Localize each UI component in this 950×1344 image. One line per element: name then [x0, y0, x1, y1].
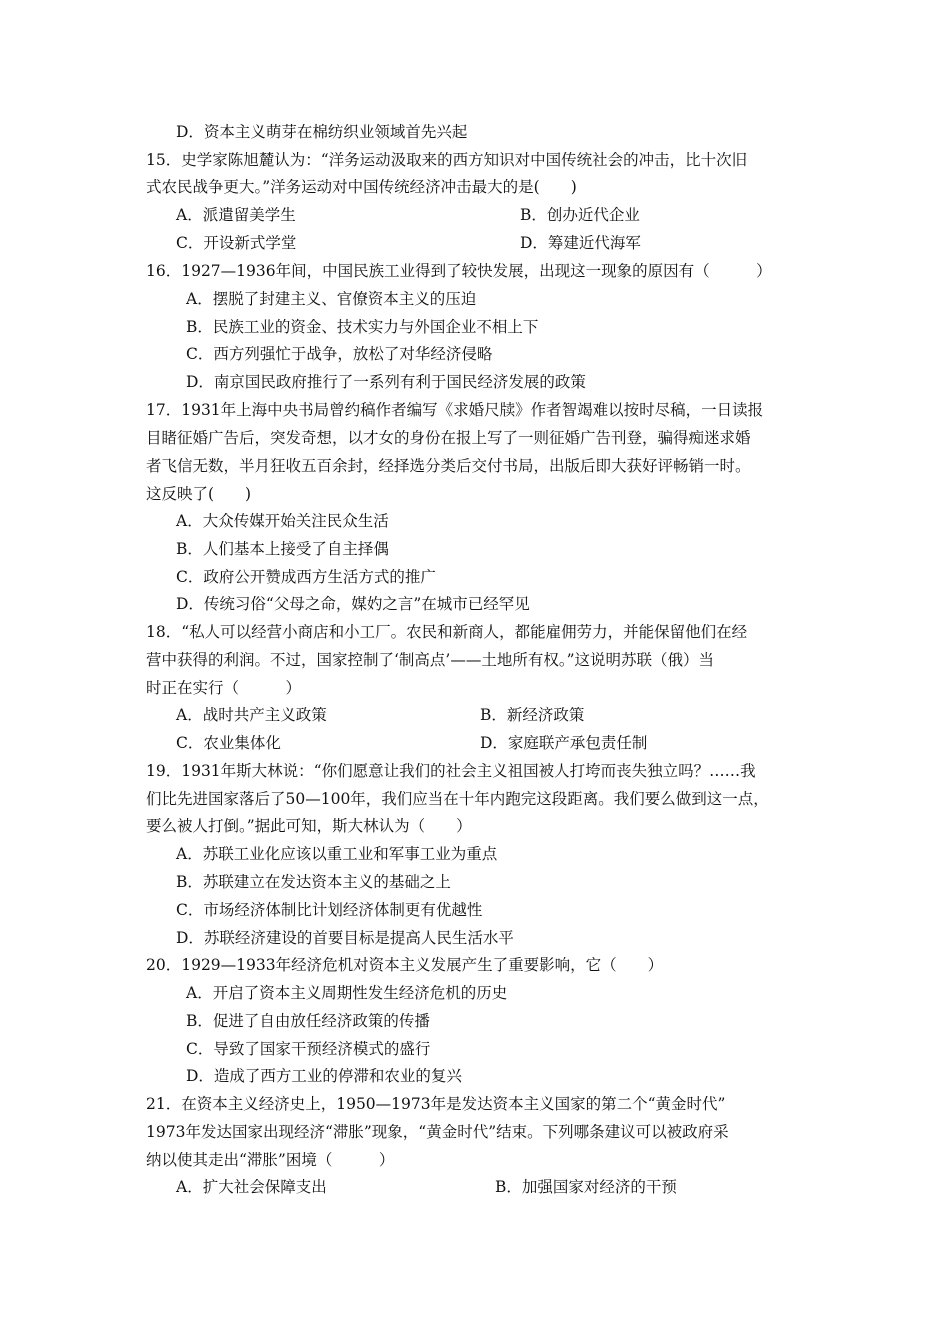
q16-option-d: D．南京国民政府推行了一系列有利于国民经济发展的政策: [186, 373, 586, 391]
q16-option-b: B．民族工业的资金、技术实力与外国企业不相上下: [186, 318, 539, 336]
q18-stem-line3: 时正在实行（ ）: [146, 679, 302, 697]
q17-option-d: D．传统习俗“父母之命，媒妁之言”在城市已经罕见: [176, 595, 530, 613]
q17-option-c: C．政府公开赞成西方生活方式的推广: [176, 568, 436, 586]
q19-option-b: B．苏联建立在发达资本主义的基础之上: [176, 873, 451, 891]
q18-option-c: C．农业集体化: [176, 734, 281, 752]
q18-option-d: D．家庭联产承包责任制: [480, 734, 648, 752]
q17-stem-line4: 这反映了( ): [146, 485, 252, 503]
q20-option-d: D．造成了西方工业的停滞和农业的复兴: [186, 1067, 462, 1085]
q16-stem: 16．1927—1936年间，中国民族工业得到了较快发展，出现这一现象的原因有（ ）: [146, 262, 772, 280]
q19-stem-line1: 19．1931年斯大林说：“你们愿意让我们的社会主义祖国被人打垮而丧失独立吗？……我: [146, 762, 756, 780]
q20-option-b: B．促进了自由放任经济政策的传播: [186, 1012, 430, 1030]
q19-option-d: D．苏联经济建设的首要目标是提高人民生活水平: [176, 929, 514, 947]
q15-option-d: D．筹建近代海军: [520, 234, 641, 252]
q19-option-a: A．苏联工业化应该以重工业和军事工业为重点: [176, 845, 498, 863]
q17-stem-line2: 目睹征婚广告后，突发奇想，以才女的身份在报上写了一则征婚广告刊登，骗得痴迷求婚: [146, 429, 751, 447]
q18-option-b: B．新经济政策: [480, 706, 585, 724]
q17-option-b: B．人们基本上接受了自主择偶: [176, 540, 389, 558]
q19-stem-line3: 要么被人打倒。”据此可知，斯大林认为（ ）: [146, 817, 472, 835]
q21-option-b: B．加强国家对经济的干预: [495, 1178, 677, 1196]
q18-option-a: A．战时共产主义政策: [176, 706, 327, 724]
q16-option-a: A．摆脱了封建主义、官僚资本主义的压迫: [186, 290, 477, 308]
q17-stem-line3: 者飞信无数，半月狂收五百余封，经择选分类后交付书局，出版后即大获好评畅销一时。: [146, 457, 751, 475]
q15-stem-line2: 式农民战争更大。”洋务运动对中国传统经济冲击最大的是( ): [146, 178, 577, 196]
q19-stem-line2: 们比先进国家落后了50—100年，我们应当在十年内跑完这段距离。我们要么做到这一点，: [146, 790, 769, 808]
q17-option-a: A．大众传媒开始关注民众生活: [176, 512, 389, 530]
q17-stem-line1: 17．1931年上海中央书局曾约稿作者编写《求婚尺牍》作者智竭难以按时尽稿，一日读报: [146, 401, 764, 419]
q16-option-c: C．西方列强忙于战争，放松了对华经济侵略: [186, 345, 493, 363]
q15-option-c: C．开设新式学堂: [176, 234, 297, 252]
q20-option-a: A．开启了资本主义周期性发生经济危机的历史: [186, 984, 508, 1002]
q18-stem-line1: 18．“私人可以经营小商店和小工厂。农民和新商人，都能雇佣劳力，并能保留他们在经: [146, 623, 748, 641]
q21-stem-line2: 1973年发达国家出现经济“滞胀”现象，“黄金时代”结束。下列哪条建议可以被政府采: [146, 1123, 729, 1141]
q18-stem-line2: 营中获得的利润。不过，国家控制了‘制高点’——土地所有权。”这说明苏联（俄）当: [146, 651, 715, 669]
q20-stem: 20．1929—1933年经济危机对资本主义发展产生了重要影响，它（ ）: [146, 956, 664, 974]
q21-option-a: A．扩大社会保障支出: [176, 1178, 327, 1196]
q15-option-b: B．创办近代企业: [520, 206, 640, 224]
q21-stem-line3: 纳以使其走出“滞胀”困境（ ）: [146, 1151, 395, 1169]
q15-option-a: A．派遣留美学生: [176, 206, 296, 224]
q15-stem-line1: 15．史学家陈旭麓认为：“洋务运动汲取来的西方知识对中国传统社会的冲击，比十次旧: [146, 151, 748, 169]
q19-option-c: C．市场经济体制比计划经济体制更有优越性: [176, 901, 483, 919]
q21-stem-line1: 21．在资本主义经济史上，1950—1973年是发达资本主义国家的第二个“黄金时代”: [146, 1095, 726, 1113]
q14-option-d: D．资本主义萌芽在棉纺织业领域首先兴起: [176, 123, 468, 141]
q20-option-c: C．导致了国家干预经济模式的盛行: [186, 1040, 431, 1058]
